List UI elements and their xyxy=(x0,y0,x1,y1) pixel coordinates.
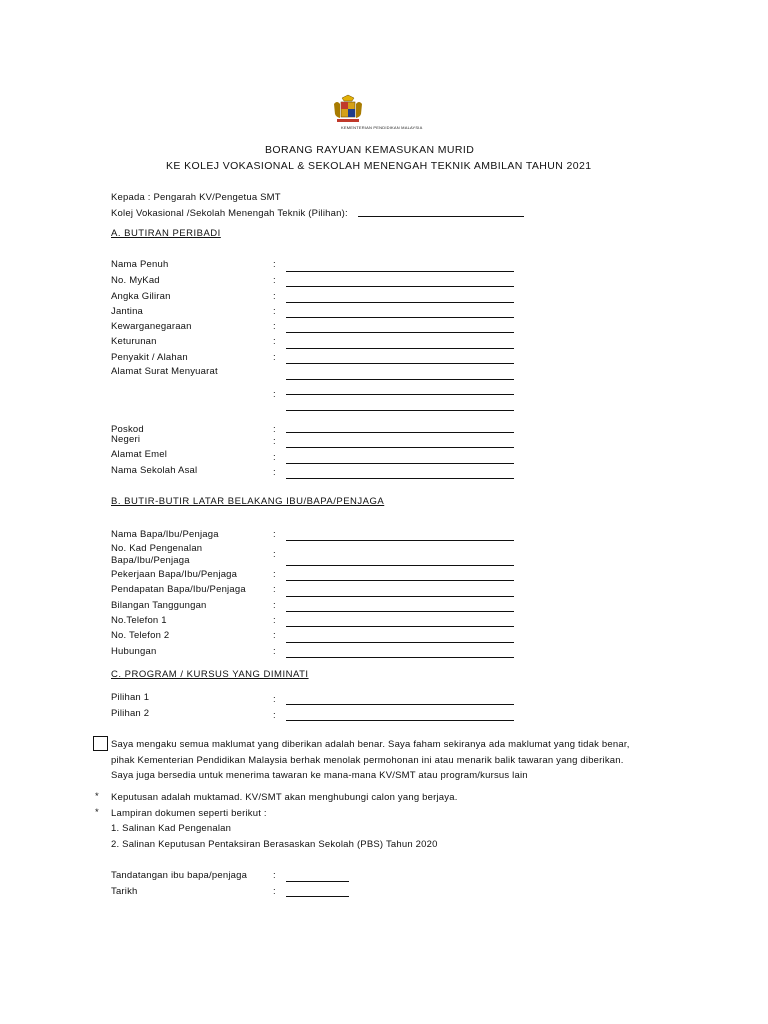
alamat-field-2[interactable] xyxy=(286,394,514,395)
poskod-label: Poskod xyxy=(111,424,144,435)
kp-penjaga-label-1: No. Kad Pengenalan xyxy=(111,543,203,554)
penyakit-label: Penyakit / Alahan xyxy=(111,352,188,363)
colon: : xyxy=(273,710,276,721)
telefon1-field[interactable] xyxy=(286,626,514,627)
note-keputusan: Keputusan adalah muktamad. KV/SMT akan menghubungi calon yang berjaya. xyxy=(111,792,458,803)
sekolah-asal-label: Nama Sekolah Asal xyxy=(111,465,198,476)
pilihan2-label: Pilihan 2 xyxy=(111,708,150,719)
colon: : xyxy=(273,615,276,626)
pilihan1-field[interactable] xyxy=(286,704,514,705)
colon: : xyxy=(273,259,276,270)
tarikh-label: Tarikh xyxy=(111,886,138,897)
hubungan-label: Hubungan xyxy=(111,646,157,657)
kp-penjaga-field[interactable] xyxy=(286,565,514,566)
colon: : xyxy=(273,886,276,897)
bullet-asterisk: * xyxy=(95,791,99,802)
bullet-asterisk: * xyxy=(95,807,99,818)
form-subtitle: KE KOLEJ VOKASIONAL & SEKOLAH MENENGAH TEKNIK AMBILAN TAHUN 2021 xyxy=(166,160,592,172)
section-b-title: B. BUTIR-BUTIR LATAR BELAKANG IBU/BAPA/PENJAGA xyxy=(111,496,385,507)
colon: : xyxy=(273,529,276,540)
tanggungan-label: Bilangan Tanggungan xyxy=(111,600,207,611)
pendapatan-label: Pendapatan Bapa/Ibu/Penjaga xyxy=(111,584,246,595)
colon: : xyxy=(273,630,276,641)
colon: : xyxy=(273,569,276,580)
kepada-text: Kepada : Pengarah KV/Pengetua SMT xyxy=(111,192,281,203)
nama-penuh-field[interactable] xyxy=(286,271,514,272)
pekerjaan-label: Pekerjaan Bapa/Ibu/Penjaga xyxy=(111,569,238,580)
pekerjaan-field[interactable] xyxy=(286,580,514,581)
mykad-field[interactable] xyxy=(286,286,514,287)
malaysia-crest-logo xyxy=(328,94,368,126)
colon: : xyxy=(273,306,276,317)
negeri-field[interactable] xyxy=(286,447,514,448)
section-a-title: A. BUTIRAN PERIBADI xyxy=(111,228,221,239)
poskod-field[interactable] xyxy=(286,432,514,433)
kolej-pilihan-field[interactable] xyxy=(358,216,524,217)
emel-label: Alamat Emel xyxy=(111,449,168,460)
declaration-line-3: Saya juga bersedia untuk menerima tawaran ke mana-mana KV/SMT atau program/kursus lain xyxy=(111,770,528,781)
declaration-checkbox[interactable] xyxy=(93,736,108,751)
lampiran-item-2: 2. Salinan Keputusan Pentaksiran Berasaskan Sekolah (PBS) Tahun 2020 xyxy=(111,839,438,850)
colon: : xyxy=(273,275,276,286)
alamat-label: Alamat Surat Menyuarat xyxy=(111,366,218,377)
colon: : xyxy=(273,452,276,463)
nama-penjaga-label: Nama Bapa/Ibu/Penjaga xyxy=(111,529,219,540)
angka-giliran-label: Angka Giliran xyxy=(111,291,171,302)
penyakit-field[interactable] xyxy=(286,363,514,364)
colon: : xyxy=(273,584,276,595)
colon: : xyxy=(273,549,276,560)
crest-caption: KEMENTERIAN PENDIDIKAN MALAYSIA xyxy=(341,125,423,130)
kewarganegaraan-label: Kewarganegaraan xyxy=(111,321,192,332)
colon: : xyxy=(273,467,276,478)
mykad-label: No. MyKad xyxy=(111,275,160,286)
colon: : xyxy=(273,646,276,657)
tandatangan-field[interactable] xyxy=(286,881,349,882)
colon: : xyxy=(273,291,276,302)
colon: : xyxy=(273,436,276,447)
telefon2-label: No. Telefon 2 xyxy=(111,630,170,641)
keturunan-field[interactable] xyxy=(286,348,514,349)
colon: : xyxy=(273,321,276,332)
jantina-label: Jantina xyxy=(111,306,144,317)
form-title: BORANG RAYUAN KEMASUKAN MURID xyxy=(265,144,475,156)
kp-penjaga-label-2: Bapa/Ibu/Penjaga xyxy=(111,555,190,566)
pendapatan-field[interactable] xyxy=(286,596,514,597)
colon: : xyxy=(273,336,276,347)
colon: : xyxy=(273,424,276,435)
sekolah-asal-field[interactable] xyxy=(286,478,514,479)
tanggungan-field[interactable] xyxy=(286,611,514,612)
pilihan1-label: Pilihan 1 xyxy=(111,692,150,703)
pilihan2-field[interactable] xyxy=(286,720,514,721)
colon: : xyxy=(273,389,276,400)
jantina-field[interactable] xyxy=(286,317,514,318)
colon: : xyxy=(273,600,276,611)
colon: : xyxy=(273,352,276,363)
tarikh-field[interactable] xyxy=(286,896,349,897)
hubungan-field[interactable] xyxy=(286,657,514,658)
angka-giliran-field[interactable] xyxy=(286,302,514,303)
telefon1-label: No.Telefon 1 xyxy=(111,615,167,626)
tandatangan-label: Tandatangan ibu bapa/penjaga xyxy=(111,870,248,881)
alamat-field-3[interactable] xyxy=(286,410,514,411)
keturunan-label: Keturunan xyxy=(111,336,157,347)
colon: : xyxy=(273,870,276,881)
colon: : xyxy=(273,694,276,705)
telefon2-field[interactable] xyxy=(286,642,514,643)
section-c-title: C. PROGRAM / KURSUS YANG DIMINATI xyxy=(111,669,309,680)
alamat-field-1[interactable] xyxy=(286,379,514,380)
kewarganegaraan-field[interactable] xyxy=(286,332,514,333)
nama-penuh-label: Nama Penuh xyxy=(111,259,169,270)
declaration-line-1: Saya mengaku semua maklumat yang diberikan adalah benar. Saya faham sekiranya ada maklumat yang tidak benar, xyxy=(111,739,630,750)
kolej-pilihan-label: Kolej Vokasional /Sekolah Menengah Teknik (Pilihan): xyxy=(111,208,348,219)
lampiran-item-1: 1. Salinan Kad Pengenalan xyxy=(111,823,232,834)
negeri-label: Negeri xyxy=(111,434,141,445)
nama-penjaga-field[interactable] xyxy=(286,540,514,541)
declaration-line-2: pihak Kementerian Pendidikan Malaysia berhak menolak permohonan ini atau menarik balik tawaran yang diberikan. xyxy=(111,755,624,766)
note-lampiran: Lampiran dokumen seperti berikut : xyxy=(111,808,267,819)
emel-field[interactable] xyxy=(286,463,514,464)
